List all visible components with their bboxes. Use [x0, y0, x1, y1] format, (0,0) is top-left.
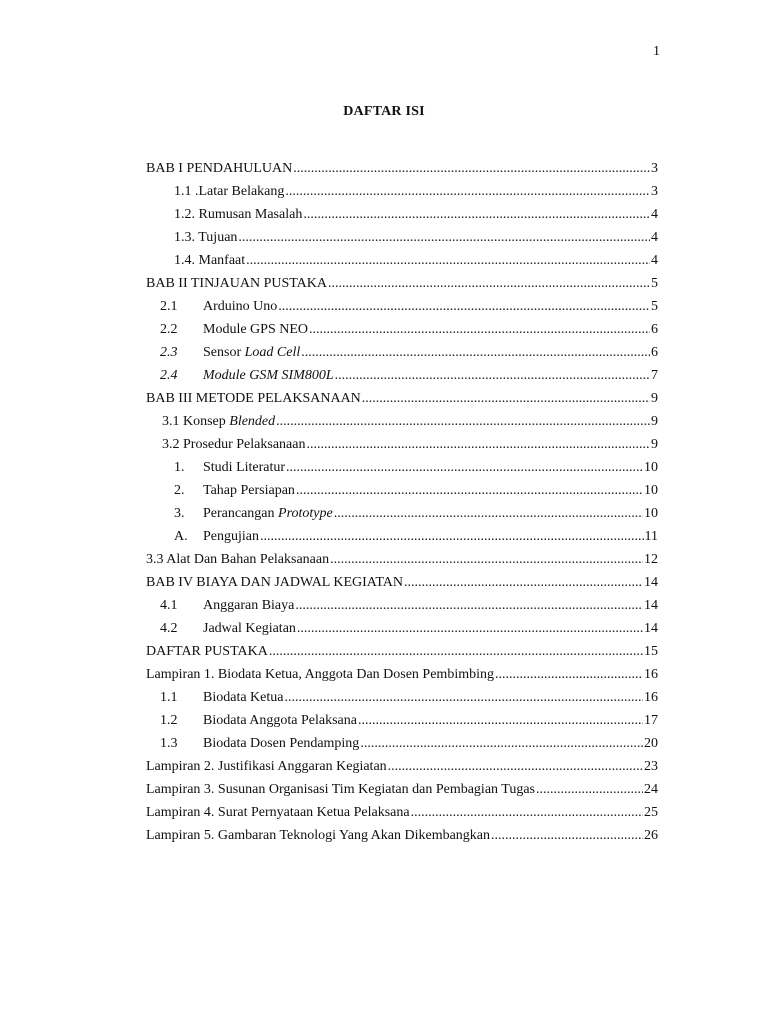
toc-entry[interactable] — [146, 755, 658, 778]
toc-entry[interactable] — [146, 548, 658, 571]
toc-entry-page: 26 — [644, 828, 658, 843]
toc-entry-page: 10 — [644, 483, 658, 498]
toc-entry[interactable] — [146, 732, 658, 755]
dot-leader — [495, 663, 643, 686]
toc-entry-title — [203, 617, 296, 640]
toc-entry-title-part: Lampiran 1. Biodata Ketua, Anggota Dan Dosen Pembimbing — [146, 667, 494, 682]
toc-entry-title-part: BAB III METODE PELAKSANAAN — [146, 391, 361, 406]
toc-entry-title — [203, 341, 300, 364]
toc-entry-page: 6 — [651, 345, 658, 360]
toc-entry-title-part: 3.3 Alat Dan Bahan Pelaksanaan — [146, 552, 330, 567]
toc-entry[interactable] — [146, 801, 658, 824]
toc-entry-page: 3 — [651, 184, 658, 199]
toc-entry-title — [146, 801, 410, 824]
toc-entry-title-part: Module GSM SIM800L — [203, 368, 334, 383]
toc-entry[interactable] — [146, 157, 658, 180]
toc-entry-title — [146, 548, 329, 571]
toc-entry[interactable] — [146, 502, 658, 525]
dot-leader — [536, 778, 643, 801]
toc-entry-title — [146, 387, 361, 410]
toc-entry-page: 15 — [644, 644, 658, 659]
toc-entry[interactable] — [146, 456, 658, 479]
toc-entry-title — [174, 180, 284, 203]
toc-entry-title — [203, 364, 334, 387]
toc-entry[interactable] — [146, 272, 658, 295]
dot-leader — [335, 364, 650, 387]
toc-entry-title — [146, 157, 292, 180]
toc-entry-number: 1.1 — [160, 690, 178, 705]
toc-entry-page: 9 — [651, 437, 658, 452]
dot-leader — [404, 571, 643, 594]
toc-entry[interactable] — [146, 203, 658, 226]
toc-entry-title — [146, 640, 268, 663]
dot-leader — [411, 801, 643, 824]
toc-entry-title-part: Prototype — [278, 506, 333, 521]
toc-entry[interactable] — [146, 594, 658, 617]
toc-entry-title-part: Lampiran 3. Susunan Organisasi Tim Kegiatan dan Pembagian Tugas — [146, 782, 535, 797]
toc-entry-number: 2. — [174, 483, 185, 498]
toc-entry-title-part: BAB II TINJAUAN PUSTAKA — [146, 276, 328, 291]
toc-entry-page: 14 — [644, 575, 658, 590]
toc-entry[interactable] — [146, 410, 658, 433]
toc-entry-page: 9 — [651, 391, 658, 406]
toc-entry-page: 16 — [644, 690, 658, 705]
toc-entry[interactable] — [146, 640, 658, 663]
toc-entry-number: 1.3 — [160, 736, 178, 751]
toc-entry-page: 4 — [651, 253, 658, 268]
dot-leader — [293, 157, 650, 180]
toc-entry-page: 14 — [644, 621, 658, 636]
toc-entry-title — [146, 778, 535, 801]
toc-entry-page: 5 — [651, 276, 658, 291]
toc-entry-page: 25 — [644, 805, 658, 820]
toc-entry-number: A. — [174, 529, 188, 544]
toc-entry-title-part: Lampiran 4. Surat Pernyataan Ketua Pelaksana — [146, 805, 410, 820]
toc-entry[interactable] — [146, 525, 658, 548]
toc-entry[interactable] — [146, 709, 658, 732]
dot-leader — [388, 755, 643, 778]
toc-entry[interactable] — [146, 180, 658, 203]
toc-entry-page: 9 — [651, 414, 658, 429]
dot-leader — [328, 272, 650, 295]
toc-entry-title-part: DAFTAR PUSTAKA — [146, 644, 268, 659]
toc-entry-title — [146, 272, 327, 295]
toc-entry-page: 23 — [644, 759, 658, 774]
toc-entry-title — [162, 433, 305, 456]
toc-entry[interactable] — [146, 433, 658, 456]
toc-entry-page: 14 — [644, 598, 658, 613]
dot-leader — [269, 640, 643, 663]
toc-entry-title-part: Anggaran Biaya — [203, 598, 295, 613]
toc-entry[interactable] — [146, 387, 658, 410]
dot-leader — [296, 479, 643, 502]
dot-leader — [284, 686, 643, 709]
dot-leader — [334, 502, 643, 525]
dot-leader — [330, 548, 643, 571]
toc-entry[interactable] — [146, 617, 658, 640]
toc-entry-title — [162, 410, 275, 433]
dot-leader — [286, 456, 643, 479]
toc-entry-title-part: Lampiran 5. Gambaran Teknologi Yang Akan Dikembangkan — [146, 828, 491, 843]
toc-entry-title — [203, 295, 277, 318]
toc-entry-number: 1. — [174, 460, 185, 475]
toc-entry-page: 17 — [644, 713, 658, 728]
toc-entry-title-part: Blended — [229, 414, 276, 429]
toc-entry-title-part: 1.4. Manfaat — [174, 253, 246, 268]
toc-entry-page: 6 — [651, 322, 658, 337]
toc-entry-number: 4.2 — [160, 621, 178, 636]
toc-entry-title — [146, 663, 494, 686]
dot-leader — [238, 226, 650, 249]
toc-entry[interactable] — [146, 249, 658, 272]
dot-leader — [309, 318, 650, 341]
toc-entry-title — [203, 709, 357, 732]
toc-entry-title-part: Arduino Uno — [203, 299, 278, 314]
toc-entry-title — [174, 226, 237, 249]
toc-entry-title — [174, 203, 302, 226]
toc-entry-page: 24 — [644, 782, 658, 797]
toc-entry-page: 16 — [644, 667, 658, 682]
toc-entry-title-part: 1.1 .Latar Belakang — [174, 184, 285, 199]
toc-entry-page: 4 — [651, 207, 658, 222]
toc-entry-title-part: BAB IV BIAYA DAN JADWAL KEGIATAN — [146, 575, 403, 590]
dot-leader — [260, 525, 644, 548]
toc-entry[interactable] — [146, 571, 658, 594]
toc-entry-number: 1.2 — [160, 713, 178, 728]
dot-leader — [276, 410, 650, 433]
toc-entry-title-part: 1.2. Rumusan Masalah — [174, 207, 303, 222]
toc-entry-title — [174, 249, 245, 272]
toc-entry-title — [203, 732, 359, 755]
dot-leader — [278, 295, 650, 318]
toc-entry-page: 12 — [644, 552, 658, 567]
toc-entry-title-part: Sensor — [203, 345, 245, 360]
dot-leader — [285, 180, 650, 203]
toc-entry-number: 2.2 — [160, 322, 178, 337]
toc-entry-title — [203, 686, 283, 709]
toc-entry-title-part: Lampiran 2. Justifikasi Anggaran Kegiatan — [146, 759, 387, 774]
dot-leader — [491, 824, 643, 847]
toc-entry-page: 10 — [644, 460, 658, 475]
toc-entry-title — [203, 594, 294, 617]
toc-entry-title-part: Jadwal Kegiatan — [203, 621, 296, 636]
toc-entry-title-part: Perancangan — [203, 506, 279, 521]
page-number: 1 — [653, 44, 660, 59]
toc-entry-title-part: Module GPS NEO — [203, 322, 309, 337]
toc-entry-title — [203, 479, 295, 502]
toc-entry[interactable] — [146, 686, 658, 709]
toc-entry-number: 2.3 — [160, 345, 178, 360]
toc-entry-title-part: BAB I PENDAHULUAN — [146, 161, 293, 176]
toc-entry[interactable] — [146, 318, 658, 341]
document-title: DAFTAR ISI — [343, 104, 425, 119]
toc-entry-page: 10 — [644, 506, 658, 521]
dot-leader — [306, 433, 650, 456]
table-of-contents — [146, 157, 658, 847]
toc-entry-page: 3 — [651, 161, 658, 176]
toc-entry-title-part: Biodata Ketua — [203, 690, 284, 705]
toc-entry[interactable] — [146, 295, 658, 318]
toc-entry-title-part: Pengujian — [203, 529, 259, 544]
dot-leader — [358, 709, 643, 732]
toc-entry-title — [146, 571, 403, 594]
dot-leader — [360, 732, 643, 755]
toc-entry[interactable] — [146, 479, 658, 502]
toc-entry-page: 20 — [644, 736, 658, 751]
dot-leader — [301, 341, 650, 364]
dot-leader — [295, 594, 643, 617]
toc-entry-number: 3. — [174, 506, 185, 521]
toc-entry-number: 4.1 — [160, 598, 178, 613]
toc-entry[interactable] — [146, 364, 658, 387]
toc-entry-title — [203, 525, 259, 548]
toc-entry[interactable] — [146, 778, 658, 801]
dot-leader — [246, 249, 650, 272]
toc-entry-number: 2.1 — [160, 299, 178, 314]
toc-entry-page: 7 — [651, 368, 658, 383]
toc-entry-title-part: Biodata Anggota Pelaksana — [203, 713, 357, 728]
dot-leader — [297, 617, 643, 640]
toc-entry-title-part: Tahap Persiapan — [203, 483, 295, 498]
toc-entry-title-part: Studi Literatur — [203, 460, 286, 475]
toc-entry-title — [203, 502, 333, 525]
toc-entry[interactable] — [146, 226, 658, 249]
toc-entry-title-part: 3.1 Konsep — [162, 414, 230, 429]
toc-entry-page: 4 — [651, 230, 658, 245]
toc-entry-title-part: Biodata Dosen Pendamping — [203, 736, 360, 751]
toc-entry-title-part: 3.2 Prosedur Pelaksanaan — [162, 437, 306, 452]
toc-entry-number: 2.4 — [160, 368, 178, 383]
toc-entry-page: 11 — [644, 529, 658, 544]
toc-entry-title — [146, 755, 387, 778]
toc-entry-title — [203, 456, 285, 479]
toc-entry-title-part: 1.3. Tujuan — [174, 230, 238, 245]
toc-entry[interactable] — [146, 663, 658, 686]
toc-entry-title-part: Load Cell — [244, 345, 301, 360]
toc-entry-title — [203, 318, 308, 341]
toc-entry[interactable] — [146, 824, 658, 847]
dot-leader — [362, 387, 650, 410]
toc-entry-page: 5 — [651, 299, 658, 314]
toc-entry[interactable] — [146, 341, 658, 364]
toc-entry-title — [146, 824, 490, 847]
dot-leader — [303, 203, 650, 226]
